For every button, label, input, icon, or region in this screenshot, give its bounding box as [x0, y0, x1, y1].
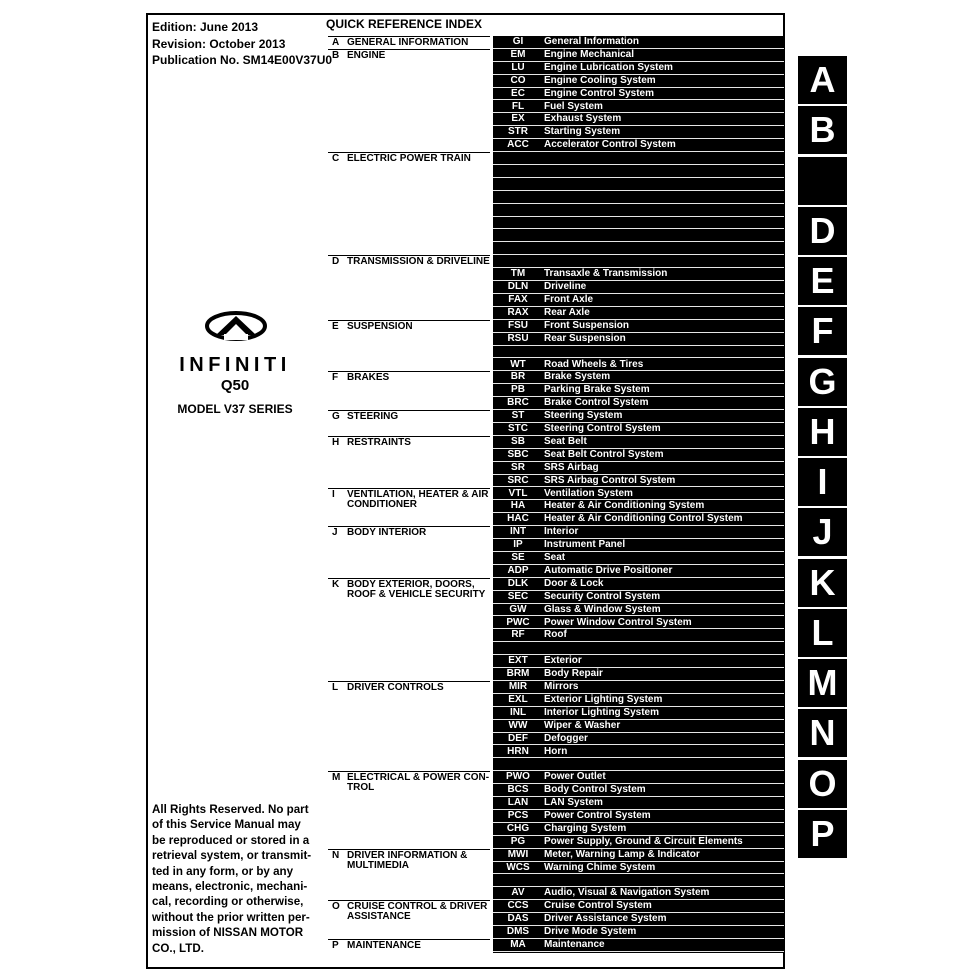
index-entry-code: MIR: [508, 681, 528, 692]
index-entry-row[interactable]: [493, 384, 784, 397]
index-entry-row[interactable]: [493, 578, 784, 591]
index-entry-code: DLK: [507, 577, 529, 589]
index-entry-row[interactable]: [493, 204, 784, 217]
index-entry-row[interactable]: [493, 436, 784, 449]
index-entry-row[interactable]: [493, 617, 784, 630]
index-entry-row[interactable]: [493, 668, 784, 681]
index-entry-row[interactable]: [493, 629, 784, 642]
index-entry-title: Automatic Drive Positioner: [544, 564, 673, 576]
section-letter: B: [332, 49, 340, 61]
section-tab[interactable]: O: [798, 760, 847, 808]
section-letter: G: [332, 411, 340, 423]
section-heading[interactable]: [328, 410, 490, 422]
revision-text: Revision: October 2013: [152, 37, 286, 51]
index-entry-row[interactable]: [493, 255, 784, 268]
index-entry-title: Security Control System: [544, 590, 661, 602]
index-entry-code: WT: [510, 358, 526, 370]
index-entry-code: RAX: [507, 306, 529, 318]
section-tab[interactable]: H: [798, 408, 847, 456]
index-entry-code: MA: [510, 939, 526, 950]
index-entry-row[interactable]: [493, 939, 784, 952]
index-entry-code: ADP: [507, 564, 529, 576]
section-heading[interactable]: [328, 681, 490, 693]
index-entry-row[interactable]: [493, 500, 784, 513]
index-entry-title: Front Suspension: [544, 319, 629, 331]
index-entry-title: Charging System: [544, 822, 627, 834]
section-tab[interactable]: J: [798, 508, 847, 556]
index-entry-title: Seat Belt Control System: [544, 448, 664, 460]
section-heading[interactable]: [328, 939, 490, 951]
index-entry-code: PWC: [506, 616, 530, 628]
index-entry-code: DEF: [508, 732, 528, 744]
index-entry-title: Accelerator Control System: [544, 139, 676, 151]
section-name: ELECTRIC POWER TRAIN: [347, 153, 471, 165]
infiniti-logo-icon: [204, 308, 268, 344]
index-entry-row[interactable]: [493, 230, 784, 243]
index-entry-code: INL: [509, 706, 527, 718]
index-entry-row[interactable]: [493, 62, 784, 75]
section-tab[interactable]: N: [798, 709, 847, 757]
index-entry-title: Wiper & Washer: [544, 719, 621, 731]
section-letter: F: [332, 372, 339, 384]
section-heading[interactable]: [328, 578, 490, 600]
index-entry-title: Steering Control System: [544, 423, 661, 434]
index-entry-row[interactable]: [493, 281, 784, 294]
index-entry-code: RSU: [507, 332, 529, 344]
index-entry-title: Interior Lighting System: [544, 706, 660, 718]
index-entry-title: Brake Control System: [544, 397, 649, 409]
index-entry-row[interactable]: [493, 36, 784, 49]
index-entry-code: MWI: [507, 848, 529, 860]
index-entry-code: BCS: [507, 784, 529, 796]
section-tab[interactable]: I: [798, 458, 847, 506]
section-heading[interactable]: [328, 436, 490, 448]
index-entry-title: Audio, Visual & Navigation System: [544, 887, 710, 899]
index-entry-code: SEC: [507, 590, 529, 602]
index-entry-row[interactable]: [493, 900, 784, 913]
section-name: BODY INTERIOR: [347, 527, 427, 539]
index-entry-row[interactable]: [493, 694, 784, 707]
index-entry-code: EX: [511, 113, 525, 125]
copyright-line: of this Service Manual may: [152, 818, 301, 832]
index-entry-row[interactable]: [493, 423, 784, 436]
index-entry-row[interactable]: [493, 810, 784, 823]
section-tab[interactable]: A: [798, 56, 847, 104]
index-entry-code: SBC: [507, 448, 529, 460]
index-entry-code: IP: [513, 539, 523, 551]
index-entry-row[interactable]: [493, 552, 784, 565]
section-heading[interactable]: [328, 255, 490, 267]
index-entry-title: Maintenance: [544, 939, 605, 950]
index-entry-title: Mirrors: [544, 681, 579, 692]
index-entry-row[interactable]: [493, 371, 784, 384]
copyright-line: mission of NISSAN MOTOR: [152, 926, 304, 940]
index-entry-code: HAC: [507, 513, 529, 525]
section-heading[interactable]: [328, 849, 490, 871]
index-entry-title: SRS Airbag Control System: [544, 474, 676, 486]
index-entry-title: Ventilation System: [544, 487, 633, 499]
section-letter: E: [332, 320, 339, 332]
index-entry-row[interactable]: [493, 862, 784, 875]
copyright-notice: [152, 802, 320, 956]
index-entry-title: Rear Suspension: [544, 332, 626, 344]
row-divider: [493, 951, 784, 952]
index-entry-code: DAS: [507, 913, 529, 925]
index-entry-code: EC: [511, 87, 525, 99]
index-entry-title: Drive Mode System: [544, 926, 637, 938]
index-entry-code: DLN: [507, 281, 529, 293]
index-entry-code: STR: [508, 126, 528, 138]
index-entry-row[interactable]: [493, 49, 784, 62]
section-name: MAINTENANCE: [347, 940, 421, 951]
section-letter: D: [332, 256, 340, 268]
index-entry-title: Exterior: [544, 655, 582, 667]
index-entry-row[interactable]: [493, 410, 784, 423]
index-entry-row[interactable]: [493, 359, 784, 372]
index-entry-title: Instrument Panel: [544, 539, 626, 551]
section-tab[interactable]: B: [798, 106, 847, 154]
section-tab[interactable]: E: [798, 257, 847, 305]
index-entry-row[interactable]: [493, 642, 784, 655]
section-heading[interactable]: [328, 371, 490, 383]
index-entry-code: WW: [508, 719, 528, 731]
index-entry-row[interactable]: [493, 475, 784, 488]
index-entry-title: Driveline: [544, 281, 587, 293]
index-entry-title: Transaxle & Transmission: [544, 268, 668, 280]
index-entry-title: Driver Assistance System: [544, 913, 667, 925]
index-entry-title: Roof: [544, 629, 567, 641]
index-entry-row[interactable]: [493, 320, 784, 333]
index-entry-row[interactable]: [493, 526, 784, 539]
section-letter: K: [332, 578, 340, 590]
index-entry-title: LAN System: [544, 797, 603, 809]
index-entry-title: Front Axle: [544, 294, 594, 305]
index-entry-row[interactable]: [493, 797, 784, 810]
index-entry-row[interactable]: [493, 758, 784, 771]
section-name: STEERING: [347, 411, 399, 423]
index-entry-row[interactable]: [493, 849, 784, 862]
index-entry-row[interactable]: [493, 591, 784, 604]
index-entry-code: CO: [510, 74, 526, 86]
section-letter: A: [332, 37, 340, 48]
index-entry-code: LAN: [507, 797, 529, 809]
index-entry-title: Heater & Air Conditioning Control System: [544, 513, 743, 525]
section-tab[interactable]: L: [798, 609, 847, 657]
section-heading[interactable]: [328, 36, 490, 48]
index-entry-code: EXT: [508, 655, 528, 667]
section-name: BRAKES: [347, 372, 390, 384]
section-tab[interactable]: M: [798, 659, 847, 707]
section-name: BODY EXTERIOR, DOORS, ROOF & VEHICLE SECURITY: [347, 578, 486, 600]
index-entry-row[interactable]: [493, 126, 784, 139]
section-letter: C: [332, 153, 340, 165]
copyright-line: means, electronic, mechani-: [152, 880, 308, 894]
model-series: MODEL V37 SERIES: [177, 402, 293, 416]
index-entry-row[interactable]: [493, 604, 784, 617]
section-name: DRIVER CONTROLS: [347, 682, 444, 693]
index-entry-code: PG: [510, 835, 526, 847]
index-entry-code: LU: [511, 61, 525, 73]
index-entry-code: CHG: [506, 822, 530, 834]
index-title: QUICK REFERENCE INDEX: [326, 17, 483, 31]
index-entry-code: INT: [509, 526, 527, 538]
section-letter: L: [332, 682, 339, 693]
index-entry-title: Steering System: [544, 410, 623, 422]
index-entry-code: RF: [511, 629, 525, 641]
section-name: SUSPENSION: [347, 320, 413, 332]
index-entry-row[interactable]: [493, 191, 784, 204]
copyright-line: All Rights Reserved. No part: [152, 803, 309, 816]
index-entry-row[interactable]: [493, 165, 784, 178]
index-entry-row[interactable]: [493, 294, 784, 307]
index-entry-row[interactable]: [493, 681, 784, 694]
index-entry-code: EXL: [508, 693, 528, 705]
section-tab[interactable]: G: [798, 358, 847, 406]
copyright-line: CO., LTD.: [152, 941, 204, 955]
section-heading[interactable]: [328, 488, 490, 510]
copyright-line: be reproduced or stored in a: [152, 833, 310, 847]
index-entry-title: Rear Axle: [544, 306, 590, 318]
index-entry-row[interactable]: [493, 746, 784, 759]
index-entry-code: HRN: [507, 745, 529, 757]
index-entry-row[interactable]: [493, 449, 784, 462]
index-entry-title: Engine Lubrication System: [544, 61, 673, 73]
section-heading[interactable]: [328, 771, 490, 793]
index-entry-row[interactable]: [493, 887, 784, 900]
index-entry-title: Defogger: [544, 732, 588, 744]
index-entry-code: BR: [510, 371, 526, 383]
index-entry-code: FSU: [508, 319, 528, 331]
index-entry-title: Meter, Warning Lamp & Indicator: [544, 848, 700, 860]
index-entry-title: Power Window Control System: [544, 616, 692, 628]
edition-text: Edition: June 2013: [152, 20, 259, 34]
index-entry-row[interactable]: [493, 462, 784, 475]
section-name: DRIVER INFORMATION & MULTIMEDIA: [347, 849, 468, 871]
index-entry-title: Glass & Window System: [544, 603, 661, 615]
index-entry-title: Engine Control System: [544, 87, 655, 99]
index-entry-row[interactable]: [493, 784, 784, 797]
index-entry-title: Interior: [544, 526, 579, 538]
index-entry-row[interactable]: [493, 346, 784, 359]
section-letter: O: [332, 901, 340, 913]
index-entry-row[interactable]: [493, 88, 784, 101]
index-entry-title: Seat: [544, 552, 566, 563]
index-entry-title: Engine Mechanical: [544, 48, 635, 60]
index-entry-row[interactable]: [493, 113, 784, 126]
index-entry-row[interactable]: [493, 397, 784, 410]
publication-number: Publication No. SM14E00V37U0: [152, 53, 333, 67]
index-entry-row[interactable]: [493, 75, 784, 88]
index-entry-code: SRC: [507, 474, 529, 486]
index-entry-row[interactable]: [493, 823, 784, 836]
index-entry-title: Power Outlet: [544, 771, 606, 783]
index-entry-code: GW: [509, 603, 527, 615]
section-letter: I: [332, 488, 335, 500]
section-letter: P: [332, 940, 339, 951]
index-entry-title: Power Supply, Ground & Circuit Elements: [544, 835, 743, 847]
index-entry-title: Exterior Lighting System: [544, 693, 663, 705]
index-entry-code: FAX: [508, 294, 528, 305]
section-letter: J: [332, 527, 338, 539]
index-entry-row[interactable]: [493, 565, 784, 578]
section-name: CRUISE CONTROL & DRIVER ASSISTANCE: [347, 901, 488, 923]
index-entry-row[interactable]: [493, 875, 784, 888]
index-entry-row[interactable]: [493, 733, 784, 746]
index-entry-title: Parking Brake System: [544, 384, 650, 396]
index-entry-title: SRS Airbag: [544, 461, 599, 473]
index-entry-code: PWO: [506, 771, 530, 783]
index-entry-row[interactable]: [493, 655, 784, 668]
index-entry-title: Door & Lock: [544, 577, 604, 589]
index-entry-code: SR: [511, 461, 525, 473]
index-entry-row[interactable]: [493, 178, 784, 191]
section-name: ENGINE: [347, 49, 386, 61]
index-entry-code: AV: [511, 887, 525, 899]
index-entry-code: ACC: [507, 139, 529, 151]
copyright-line: retrieval system, or transmit-: [152, 849, 312, 863]
index-entry-title: Power Control System: [544, 810, 651, 821]
index-entry-row[interactable]: [493, 771, 784, 784]
section-tab[interactable]: F: [798, 307, 847, 355]
section-heading[interactable]: [328, 526, 490, 538]
index-entry-title: Brake System: [544, 371, 611, 383]
index-entry-row[interactable]: [493, 707, 784, 720]
index-entry-title: Starting System: [544, 126, 621, 138]
index-entry-row[interactable]: [493, 333, 784, 346]
index-entry-row[interactable]: [493, 539, 784, 552]
index-entry-code: EM: [510, 48, 526, 60]
index-entry-title: Cruise Control System: [544, 900, 652, 912]
section-tab[interactable]: K: [798, 559, 847, 607]
section-heading[interactable]: [328, 49, 490, 61]
index-entry-title: Exhaust System: [544, 113, 622, 125]
index-entry-title: Road Wheels & Tires: [544, 358, 644, 370]
index-entry-title: Body Control System: [544, 784, 646, 796]
section-heading[interactable]: [328, 152, 490, 164]
section-name: TRANSMISSION & DRIVELINE: [347, 256, 490, 268]
index-entry-title: Seat Belt: [544, 435, 587, 447]
index-entry-code: DMS: [506, 926, 530, 938]
index-entry-title: General Information: [544, 36, 640, 47]
index-entry-code: CCS: [507, 900, 529, 912]
index-entry-row[interactable]: [493, 720, 784, 733]
section-tab[interactable]: P: [798, 810, 847, 858]
copyright-line: ted in any form, or by any: [152, 864, 294, 878]
section-name: ELECTRICAL & POWER CON-TROL: [347, 772, 490, 794]
model-name: Q50: [220, 377, 250, 394]
section-letter: H: [332, 436, 340, 448]
index-entry-title: Fuel System: [544, 100, 603, 112]
index-entry-code: FL: [511, 100, 525, 112]
index-entry-code: ST: [511, 410, 525, 422]
section-letter: M: [332, 772, 341, 784]
section-letter: N: [332, 849, 340, 861]
index-entry-code: PCS: [507, 810, 529, 821]
index-entry-title: Body Repair: [544, 668, 603, 680]
section-name: RESTRAINTS: [347, 436, 411, 448]
index-entry-row[interactable]: [493, 242, 784, 255]
index-entry-title: Heater & Air Conditioning System: [544, 500, 705, 512]
section-name: VENTILATION, HEATER & AIR CONDITIONER: [347, 488, 489, 510]
index-entry-code: WCS: [506, 861, 530, 873]
index-entry-row[interactable]: [493, 101, 784, 114]
section-tab[interactable]: [798, 157, 847, 205]
section-heading[interactable]: [328, 320, 490, 332]
copyright-line: without the prior written per-: [152, 910, 310, 924]
index-entry-code: BRC: [507, 397, 529, 409]
index-entry-code: VTL: [508, 487, 528, 499]
index-entry-row[interactable]: [493, 488, 784, 501]
brand-name: INFINITI: [179, 354, 291, 376]
section-tab[interactable]: D: [798, 207, 847, 255]
index-entry-row[interactable]: [493, 913, 784, 926]
index-entry-code: BRM: [506, 668, 530, 680]
index-entry-code: HA: [510, 500, 526, 512]
index-entry-row[interactable]: [493, 139, 784, 152]
index-entry-row[interactable]: [493, 152, 784, 165]
index-entry-code: TM: [510, 268, 526, 280]
index-entry-code: SB: [511, 435, 525, 447]
index-entry-row[interactable]: [493, 307, 784, 320]
index-entry-code: GI: [512, 36, 524, 47]
index-entry-code: SE: [511, 552, 525, 563]
section-heading[interactable]: [328, 900, 490, 922]
index-entry-code: PB: [511, 384, 525, 396]
index-entry-row[interactable]: [493, 513, 784, 526]
index-entry-row[interactable]: [493, 217, 784, 230]
index-entry-row[interactable]: [493, 836, 784, 849]
copyright-line: cal, recording or otherwise,: [152, 895, 304, 909]
index-entry-row[interactable]: [493, 926, 784, 939]
index-entry-title: Engine Cooling System: [544, 74, 656, 86]
section-name: GENERAL INFORMATION: [347, 37, 469, 48]
index-entry-title: Warning Chime System: [544, 861, 656, 873]
cover-info-column: [152, 20, 333, 960]
index-entry-code: STC: [508, 423, 528, 434]
index-entry-title: Horn: [544, 745, 568, 757]
index-entry-row[interactable]: [493, 268, 784, 281]
